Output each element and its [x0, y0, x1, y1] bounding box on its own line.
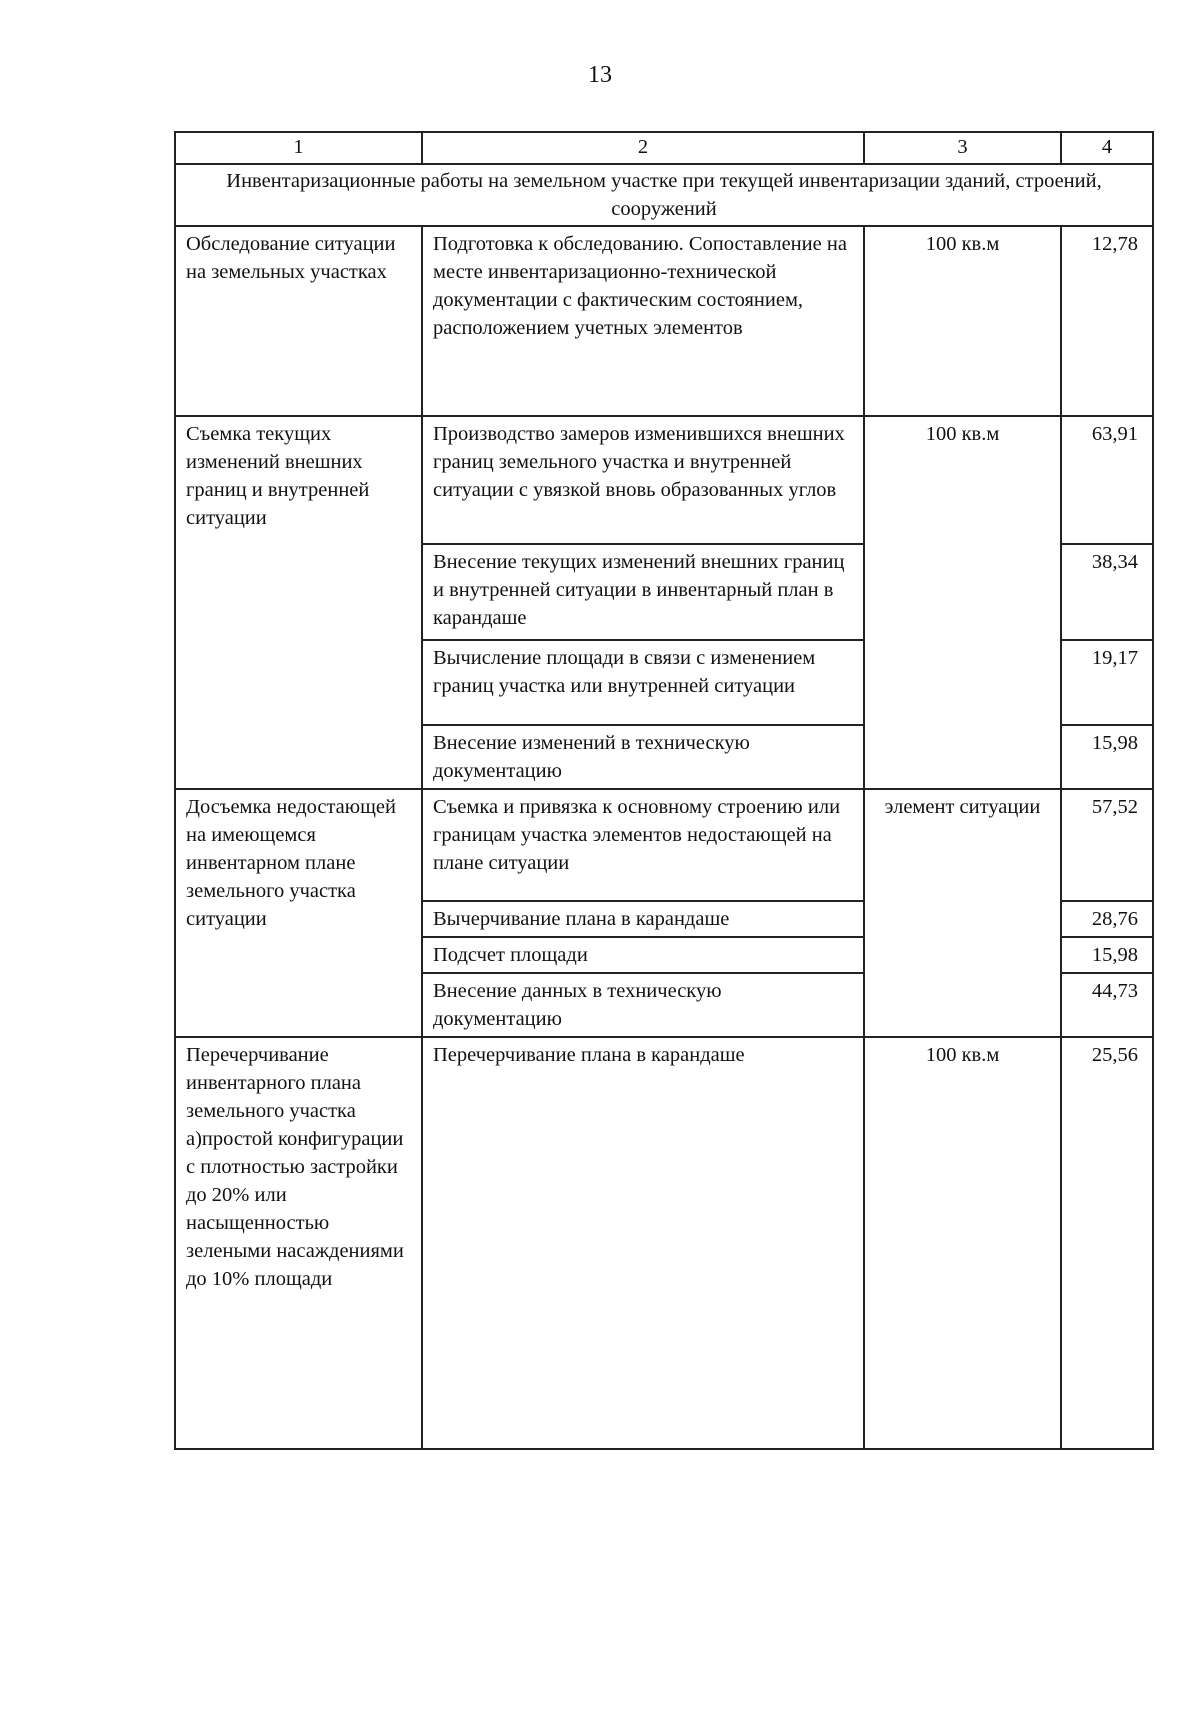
work-description: Внесение изменений в техническую документацию — [422, 725, 864, 789]
table-row — [175, 416, 1153, 544]
work-description: Подсчет площади — [422, 937, 864, 973]
norm-value: 38,34 — [1061, 544, 1153, 640]
work-description: Перечерчивание плана в карандаше — [422, 1037, 864, 1449]
work-description: Производство замеров изменившихся внешних границ земельного участка и внутренней ситуации с увязкой вновь образованных углов — [422, 416, 864, 544]
norm-value: 57,52 — [1061, 789, 1153, 901]
norm-value: 15,98 — [1061, 937, 1153, 973]
page-number: 13 — [588, 62, 612, 88]
work-description: Внесение данных в техническую документацию — [422, 973, 864, 1037]
section-title: Инвентаризационные работы на земельном участке при текущей инвентаризации зданий, строений, сооружений — [175, 164, 1153, 226]
work-name: Съемка текущих изменений внешних границ и внутренней ситуации — [175, 416, 422, 789]
unit: элемент ситуации — [864, 789, 1061, 1037]
norm-value: 12,78 — [1061, 226, 1153, 416]
unit: 100 кв.м — [864, 1037, 1061, 1449]
work-name: Обследование ситуации на земельных участках — [175, 226, 422, 416]
work-name: Перечерчивание инвентарного плана земельного участка а)простой конфигурации с плотностью застройки до 20% или насыщенностью зелеными насаждениями до 10% площади — [175, 1037, 422, 1449]
work-description: Внесение текущих изменений внешних границ и внутренней ситуации в инвентарный план в карандаше — [422, 544, 864, 640]
norm-value: 19,17 — [1061, 640, 1153, 725]
work-description: Вычерчивание плана в карандаше — [422, 901, 864, 937]
work-description: Съемка и привязка к основному строению или границам участка элементов недостающей на плане ситуации — [422, 789, 864, 901]
work-description: Подготовка к обследованию. Сопоставление на месте инвентаризационно-технической документации с фактическим состоянием, расположением учетных элементов — [422, 226, 864, 416]
norm-value: 28,76 — [1061, 901, 1153, 937]
unit: 100 кв.м — [864, 226, 1061, 416]
table-row — [175, 226, 1153, 416]
norm-value: 44,73 — [1061, 973, 1153, 1037]
column-header: 2 — [422, 132, 864, 164]
norm-value: 25,56 — [1061, 1037, 1153, 1449]
table-row — [175, 789, 1153, 901]
column-number-row — [175, 132, 1153, 164]
section-row — [175, 164, 1153, 226]
work-name: Досъемка недостающей на имеющемся инвентарном плане земельного участка ситуации — [175, 789, 422, 1037]
work-description: Вычисление площади в связи с изменением границ участка или внутренней ситуации — [422, 640, 864, 725]
column-header: 1 — [175, 132, 422, 164]
column-header: 3 — [864, 132, 1061, 164]
column-header: 4 — [1061, 132, 1153, 164]
tariff-table — [174, 131, 1154, 1450]
table-row — [175, 1037, 1153, 1449]
norm-value: 63,91 — [1061, 416, 1153, 544]
unit: 100 кв.м — [864, 416, 1061, 789]
norm-value: 15,98 — [1061, 725, 1153, 789]
